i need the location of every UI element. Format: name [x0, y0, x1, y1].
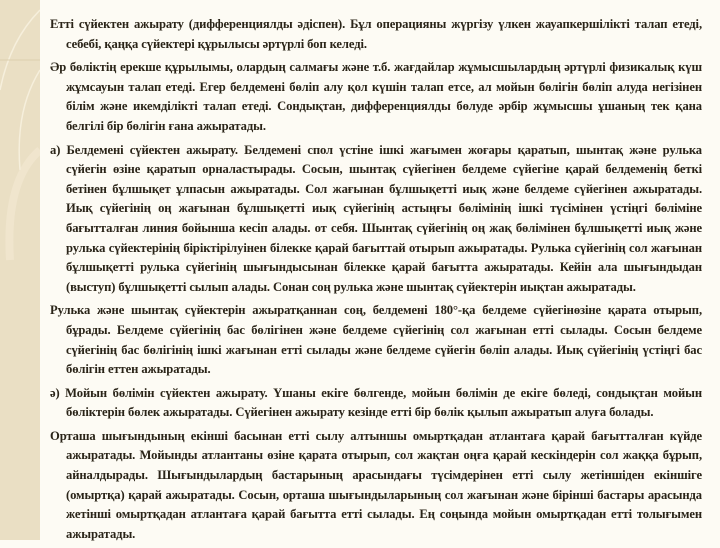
paragraph-shoulder-rotation: Рулька және шынтақ сүйектерін ажыратқаннан соң, белдемені 180°-қа белдеме сүйегінөзіне қарата отырып, бұрады. Белдеме сүйегінің бас бөлігінен және белдеме сүйегінің сол жағынан етті сылады. Сосын белдеме сүйегінің бас бөлігінің ішкі жағынан етті сылады және белдеме сүйегін бөліп алады. Иық сүйегінің үстіңгі бас бөлігін еттен ажыратады.: [50, 303, 702, 377]
paragraph-parts-structure: Әр бөліктің ерекше құрылымы, олардың салмағы және т.б. жағдайлар жұмысшылардың әртүрлі физикалық күш жұмсауын талап етеді. Егер белдемені бөліп алу қол күшін талап етсе, ал мойын бөлігін бөліп алуда негізінен білім және икемділікті талап етеді. Сондықтан, дифференциялды бөлуде әрбір жұмысшы ұшаның тек қана белгілі бір бөлігін ғана ажыратады.: [50, 60, 702, 133]
document-body: [50, 15, 702, 548]
paragraph-shoulder-deboning: а) Белдемені сүйектен ажырату. Белдемені спол үстіне ішкі жағымен жоғары қаратып, шынтақ және рулька сүйегін өзіне қаратып орналастырады. Сосын, шынтақ сүйегінен белдеме сүйегіне қарай белдеменің беткі бетінен бұлшықет ұлпасын ажыратады. Сол жағынан бұлшықетті иық және белдеме сүйегінен ажыратады. Иық сүйегінің оң жағынан бұлшықетті иық сүйегінің астыңғы бөлімінің ішкі түсімінен үстіңгі бөліміне бағытталған линия бойынша кесіп алады. от себя. Шынтақ сүйегінің оң жақ бөлімінен бұлшықетті иық және рулька сүйектерінің біріктірілуінен білекке қарай бағыттай отырып ажыратады. Рулька сүйегінің сол жағынан бұлшықетті рулька сүйегінің шығындысынан білекке қарай бағытта ажыратады. Кейін ала шығындыдан (выступ) бұлшықетті сылып алады. Сонан соң рулька және шынтақ сүйектерін иықтан ажыратады.: [50, 142, 702, 294]
decorative-side-strip: [0, 0, 40, 540]
paragraph-neck-deboning: ә) Мойын бөлімін сүйектен ажырату. Үшаны екіге бөлгенде, мойын бөлімін де екіге бөледі, сондықтан мойын бөліктерін бөлек ажыратады. Сүйегінен ажырату кезінде етті бір бөлік қылып ажыратып алуға болады.: [50, 385, 702, 420]
paragraph-neck-vertebrae: Орташа шығындының екінші басынан етті сылу алтыншы омыртқадан атлантаға қарай бағытталған күйде ажыратады. Мойынды атлантаны өзіне қарата отырып, сол жақтан оңға қарай кескіндерін сол жаққа бұрып, айналдырады. Шығындылардың бастарының арасындағы түсімдерінен етті сылу жетіншіден екіншіге (омыртқа) қарай ажыратады. Сосын, орташа шығындыларының сол жағынан және бірінші бастары арасында жетінші омыртқадан атлантаға қарай бағытта етті сылады. Ең соңында мойын омыртқадан етті толығымен ажыратады.: [50, 428, 702, 541]
paragraph-intro: Етті сүйектен ажырату (дифференциялды әдіспен). Бұл операцияны жүргізу үлкен жауапкершілікті талап етеді, себебі, қаңқа сүйектері құрылысы әртүрлі боп келеді.: [50, 17, 702, 51]
decorative-curves: [0, 0, 40, 540]
